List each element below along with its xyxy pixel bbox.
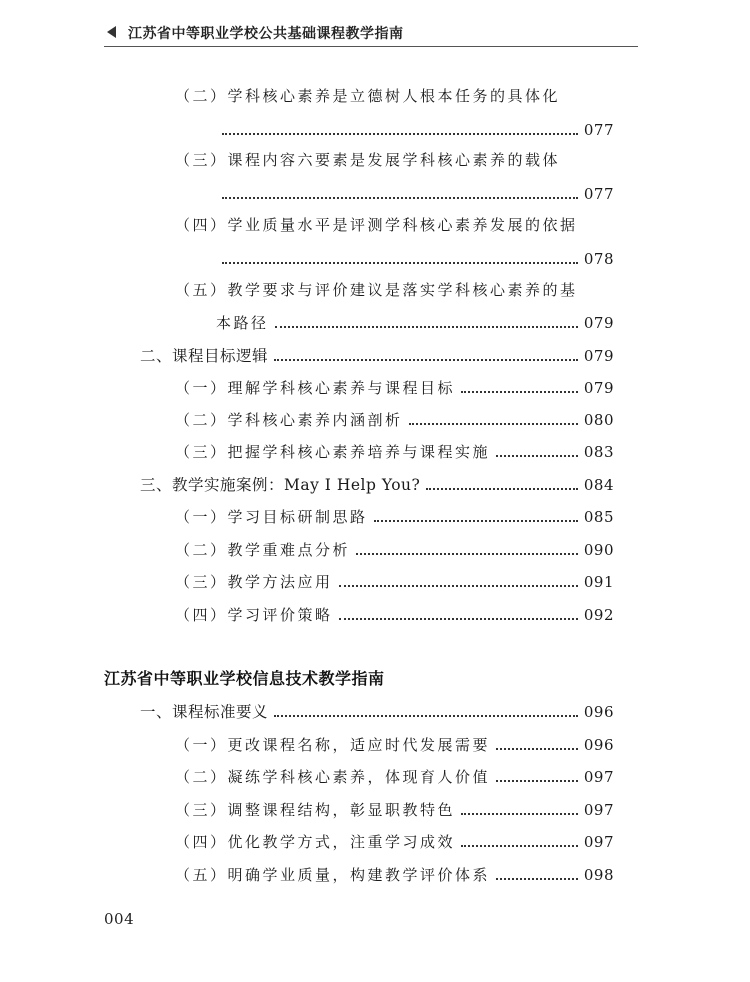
toc-entry-text: （四）优化教学方式，注重学习成效: [175, 833, 456, 851]
toc-page-number: 077: [583, 185, 614, 203]
toc-entry-text: （三）调整课程结构，彰显职教特色: [175, 801, 456, 819]
toc-entry[interactable]: [175, 861, 614, 885]
toc-page-number: 083: [583, 443, 614, 461]
toc-entry-text: （一）学习目标研制思路: [175, 508, 368, 526]
toc-entry-text: （一）理解学科核心素养与课程目标: [175, 379, 456, 397]
toc-entry-text: （二）学科核心素养内涵剖析: [175, 411, 403, 429]
dot-leader: [222, 197, 578, 199]
toc-entry[interactable]: [175, 374, 614, 398]
toc-entry-text: （五）明确学业质量，构建教学评价体系: [175, 866, 491, 884]
toc-entry[interactable]: [216, 245, 614, 269]
toc-entry-text: 本路径: [216, 314, 269, 332]
dot-leader: [374, 520, 578, 522]
toc-page-number: 079: [583, 314, 614, 332]
page-number: 004: [104, 910, 135, 928]
toc-page-number: 085: [583, 508, 614, 526]
toc-page-number: 084: [583, 476, 614, 494]
toc-page-number: 097: [583, 833, 614, 851]
dot-leader: [461, 845, 578, 847]
toc-page-number: 098: [583, 866, 614, 884]
toc-entry[interactable]: [216, 180, 614, 204]
toc-page-number: 090: [583, 541, 614, 559]
toc-page-number: 079: [583, 347, 614, 365]
toc-page-number: 079: [583, 379, 614, 397]
toc-page-number: 097: [583, 801, 614, 819]
toc-entry[interactable]: [216, 116, 614, 140]
toc-entry-text: （三）教学方法应用: [175, 573, 333, 591]
toc-entry[interactable]: [175, 828, 614, 852]
toc-entry[interactable]: [140, 471, 614, 495]
toc-page-number: 077: [583, 121, 614, 139]
toc-entry[interactable]: [175, 763, 614, 787]
toc-entry[interactable]: [175, 796, 614, 820]
dot-leader: [496, 455, 578, 457]
dot-leader: [496, 748, 578, 750]
toc-entry-text: （二）凝练学科核心素养，体现育人价值: [175, 768, 491, 786]
toc-entry[interactable]: [175, 568, 614, 592]
toc-page-number: 096: [583, 703, 614, 721]
dot-leader: [274, 359, 578, 361]
toc-entry-first-line: （三）课程内容六要素是发展学科核心素养的载体: [175, 151, 561, 169]
dot-leader: [356, 553, 578, 555]
dot-leader: [461, 391, 578, 393]
toc-entry-text: 三、教学实施案例：May I Help You?: [140, 476, 421, 494]
toc-entry[interactable]: [175, 536, 614, 560]
section-title[interactable]: 江苏省中等职业学校信息技术教学指南: [104, 669, 385, 688]
dot-leader: [339, 618, 578, 620]
dot-leader: [275, 326, 578, 328]
toc-entry[interactable]: [175, 601, 614, 625]
toc-page-number: 092: [583, 606, 614, 624]
toc-entry-first-line: （四）学业质量水平是评测学科核心素养发展的依据: [175, 216, 578, 234]
dot-leader: [274, 715, 578, 717]
toc-entry-text: （二）教学重难点分析: [175, 541, 351, 559]
toc-entry-first-line: （二）学科核心素养是立德树人根本任务的具体化: [175, 87, 561, 105]
toc-entry-first-line: （五）教学要求与评价建议是落实学科核心素养的基: [175, 281, 578, 299]
toc-page-number: 091: [583, 573, 614, 591]
toc-entry-text: 一、课程标准要义: [140, 703, 269, 721]
toc-entry[interactable]: [175, 438, 614, 462]
toc-entry[interactable]: [216, 309, 614, 333]
toc-entry[interactable]: [175, 731, 614, 755]
header-title: 江苏省中等职业学校公共基础课程教学指南: [128, 26, 404, 42]
dot-leader: [339, 585, 578, 587]
dot-leader: [222, 262, 578, 264]
toc-entry-text: 二、课程目标逻辑: [140, 347, 269, 365]
dot-leader: [496, 780, 578, 782]
toc-entry[interactable]: [140, 698, 614, 722]
toc-page-number: 096: [583, 736, 614, 754]
toc-entry-text: （四）学习评价策略: [175, 606, 333, 624]
dot-leader: [461, 813, 578, 815]
toc-page-number: 080: [583, 411, 614, 429]
toc-entry-text: （一）更改课程名称，适应时代发展需要: [175, 736, 491, 754]
dot-leader: [409, 423, 578, 425]
toc-entry[interactable]: [175, 503, 614, 527]
dot-leader: [222, 133, 578, 135]
dot-leader: [426, 488, 578, 490]
toc-entry-text: （三）把握学科核心素养培养与课程实施: [175, 443, 491, 461]
toc-page-number: 097: [583, 768, 614, 786]
toc-page-number: 078: [583, 250, 614, 268]
toc-entry[interactable]: [140, 342, 614, 366]
toc-entry[interactable]: [175, 406, 614, 430]
dot-leader: [496, 878, 578, 880]
